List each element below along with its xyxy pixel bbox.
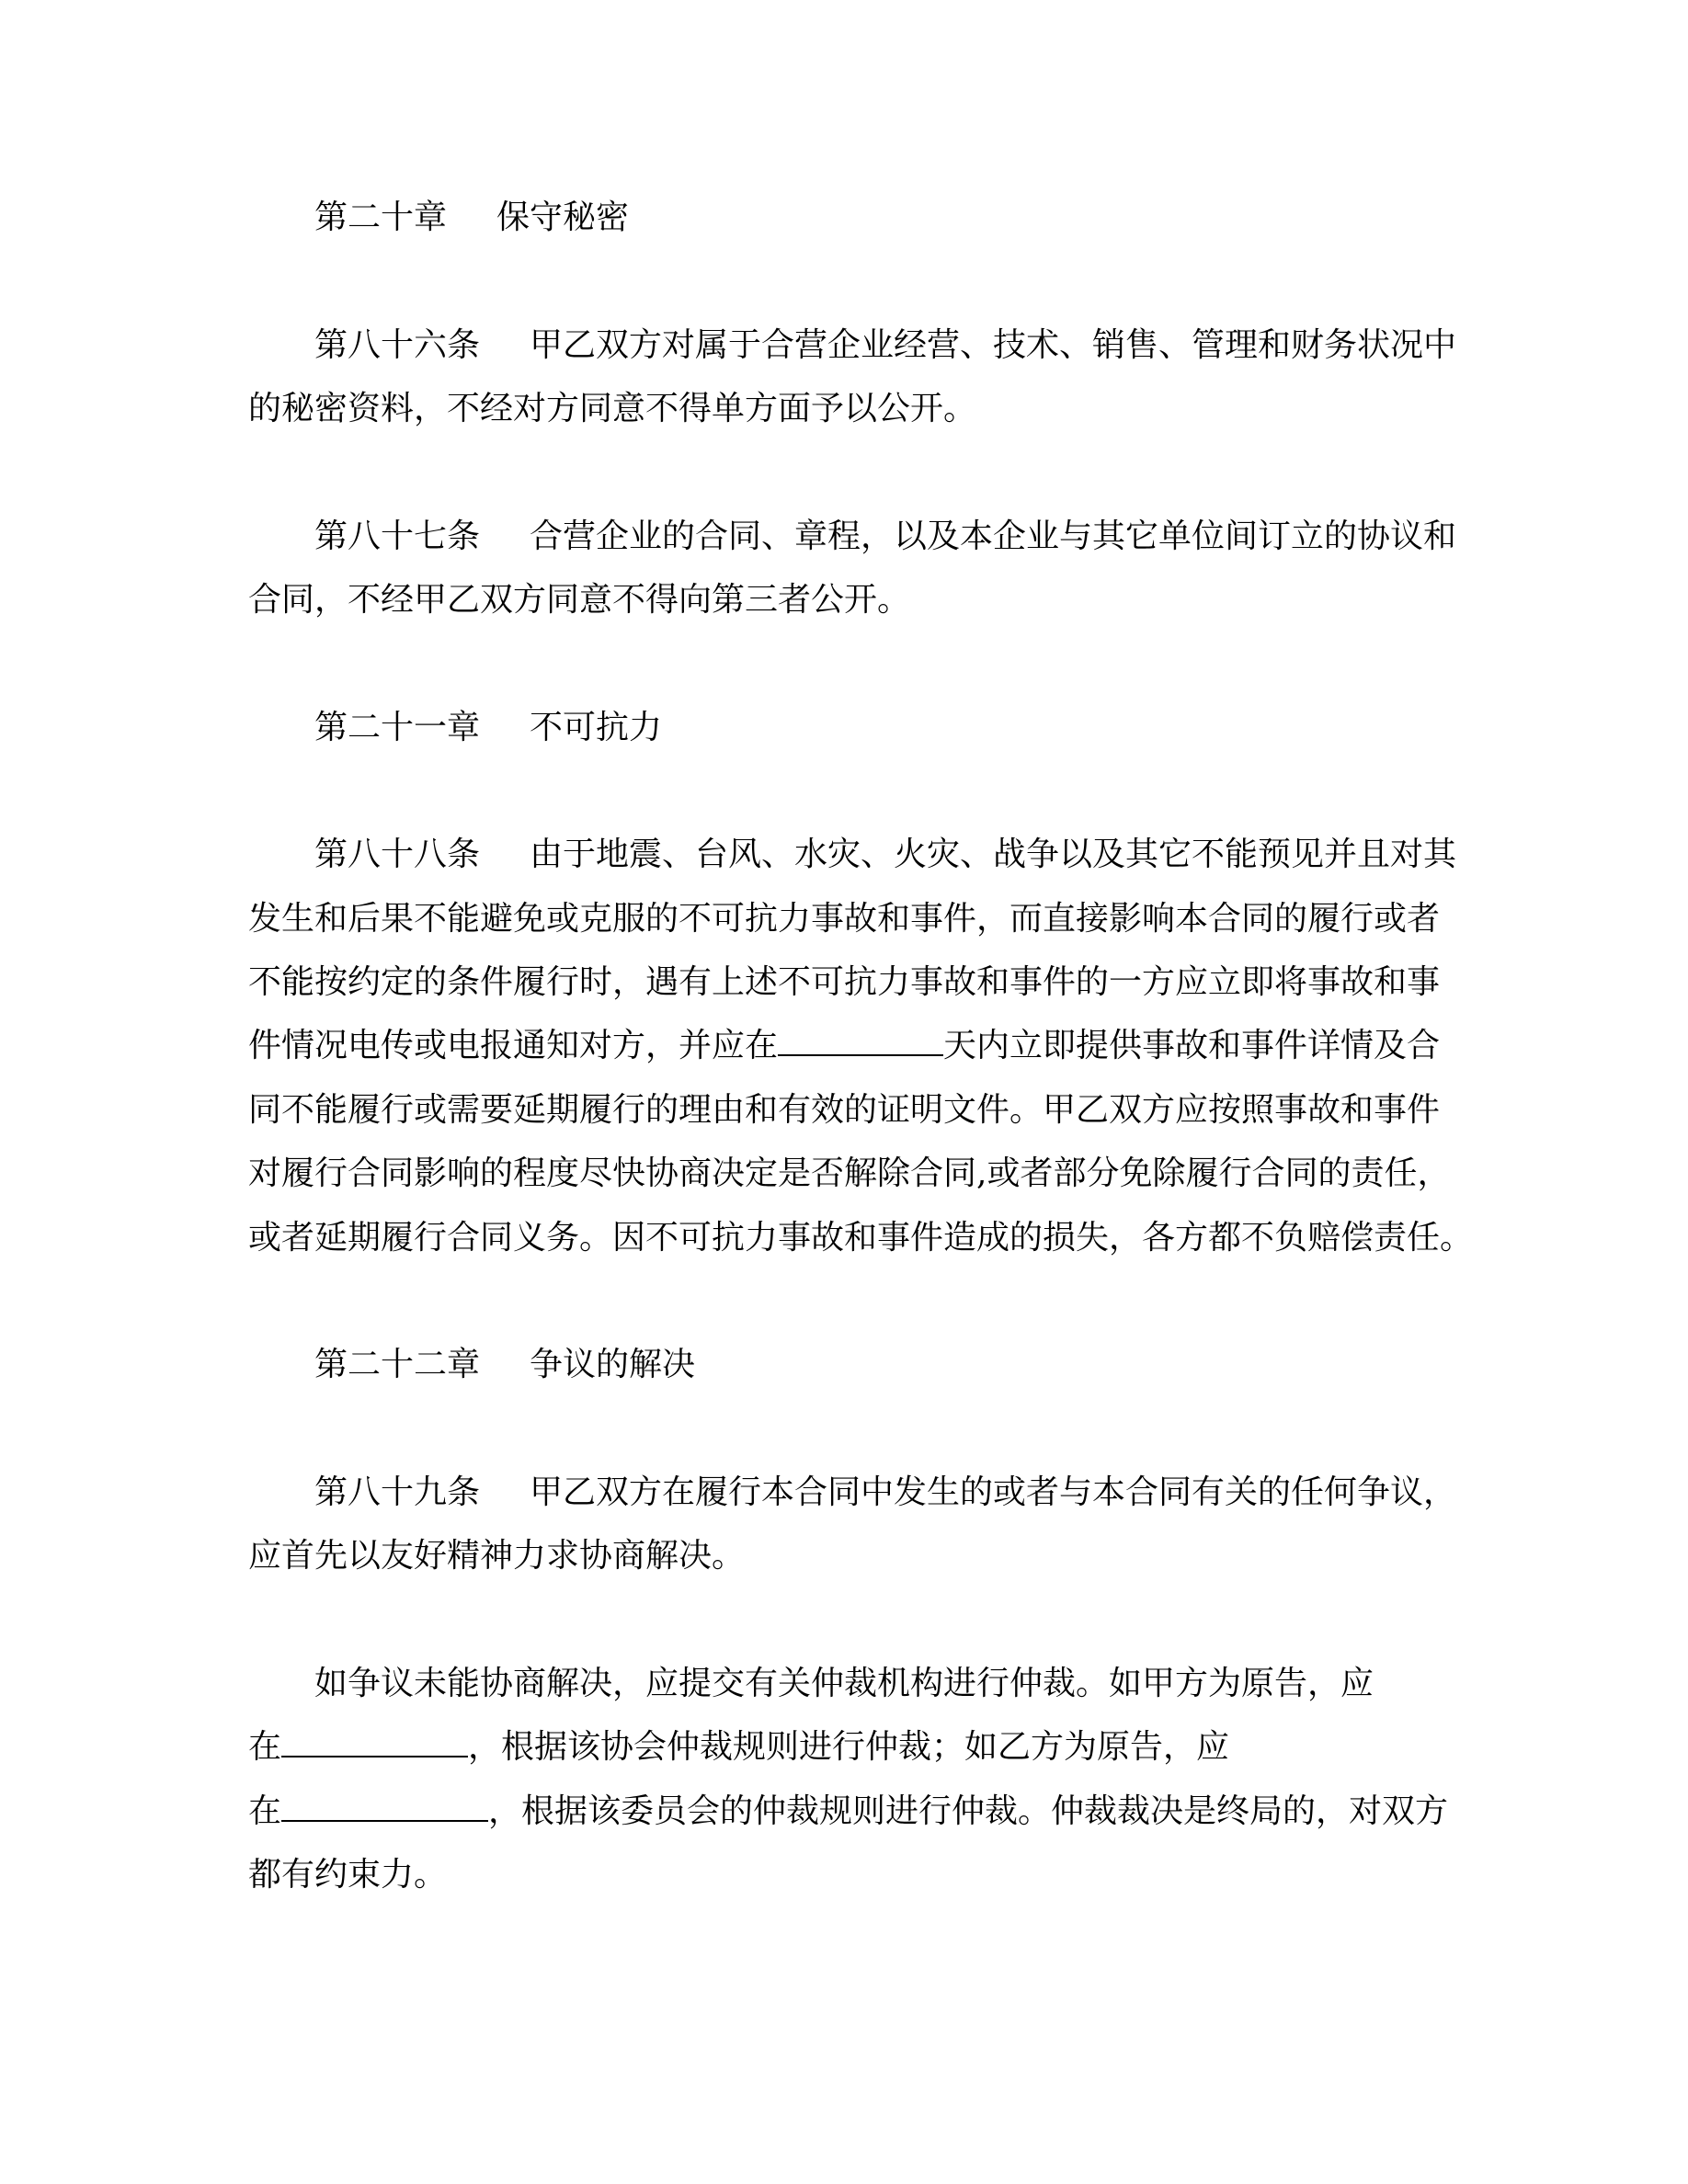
chapter-number: 第二十一章 (314, 708, 481, 746)
article-number: 第八十六条 (314, 325, 481, 364)
arbitration-text: ，根据该委员会的仲裁规则进行仲裁。仲裁裁决是终局的，对双方 (488, 1792, 1449, 1830)
article-text: 件情况电传或电报通知对方，并应在 (248, 1027, 779, 1065)
days-blank-field (778, 1029, 943, 1056)
arbitration-text: 在 (248, 1728, 282, 1767)
chapter-title: 不可抗力 (530, 708, 663, 746)
chapter-22-heading (248, 1333, 1427, 1396)
article-88-line: 发生和后果不能避免或克服的不可抗力事故和事件，而直接影响本合同的履行或者 (248, 899, 1441, 938)
article-88-line: 不能按约定的条件履行时，遇有上述不可抗力事故和事件的一方应立即将事故和事 (248, 963, 1441, 1002)
article-88-line: 对履行合同影响的程度尽快协商决定是否解除合同,或者部分免除履行合同的责任， (248, 1155, 1451, 1193)
chapter-20-heading (248, 186, 1427, 249)
chapter-title: 保守秘密 (496, 199, 630, 236)
article-88-line: 或者延期履行合同义务。因不可抗力事故和事件造成的损失，各方都不负赔偿责任。 (248, 1218, 1474, 1257)
article-87-line: 合同，不经甲乙双方同意不得向第三者公开。 (248, 581, 911, 620)
article-number: 第八十九条 (314, 1473, 481, 1511)
article-number: 第八十八条 (314, 836, 481, 874)
article-89-line: 应首先以友好精神力求协商解决。 (248, 1537, 746, 1575)
arbitration-venue-a-blank (281, 1730, 468, 1757)
arbitration-text: 在 (248, 1792, 282, 1830)
chapter-21-heading (248, 696, 1427, 759)
article-number: 第八十七条 (314, 517, 481, 555)
article-text: 天内立即提供事故和事件详情及合 (943, 1027, 1441, 1065)
article-86-line: 的秘密资料，不经对方同意不得单方面予以公开。 (248, 390, 977, 428)
article-88-line: 同不能履行或需要延期履行的理由和有效的证明文件。甲乙双方应按照事故和事件 (248, 1090, 1441, 1129)
arbitration-line: 如争议未能协商解决，应提交有关仲裁机构进行仲裁。如甲方为原告，应 (314, 1664, 1374, 1702)
arbitration-line (248, 1780, 1449, 1843)
document-page (248, 186, 1474, 1906)
article-88-line (248, 823, 1457, 886)
article-text: 合营企业的合同、章程，以及本企业与其它单位间订立的协议和 (530, 517, 1457, 555)
chapter-number: 第二十章 (314, 199, 448, 236)
article-88-line (248, 1014, 1441, 1077)
article-89-line (248, 1461, 1457, 1524)
article-87-line (248, 505, 1457, 568)
arbitration-venue-b-blank (281, 1794, 488, 1822)
article-86-line (248, 313, 1457, 377)
arbitration-line (248, 1715, 1427, 1779)
article-text: 甲乙双方对属于合营企业经营、技术、销售、管理和财务状况中 (530, 325, 1457, 364)
arbitration-line: 都有约束力。 (248, 1855, 448, 1894)
article-text: 甲乙双方在履行本合同中发生的或者与本合同有关的任何争议， (530, 1473, 1457, 1511)
article-text: 由于地震、台风、水灾、火灾、战争以及其它不能预见并且对其 (530, 836, 1457, 874)
chapter-number: 第二十二章 (314, 1346, 481, 1384)
arbitration-text: ，根据该协会仲裁规则进行仲裁；如乙方为原告，应 (468, 1728, 1230, 1767)
chapter-title: 争议的解决 (530, 1346, 696, 1384)
